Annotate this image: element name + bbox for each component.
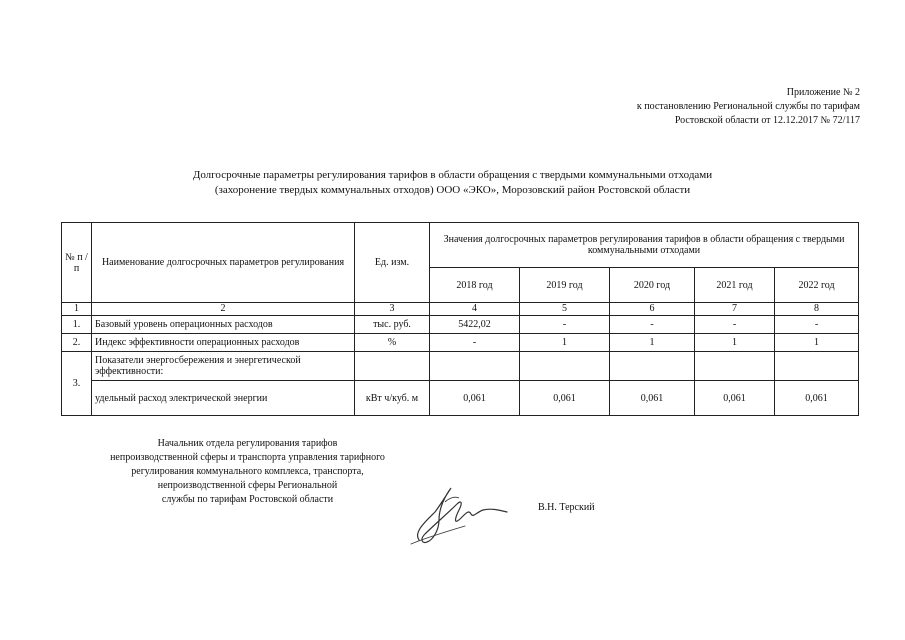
column-number: 4 (430, 303, 520, 316)
row-unit: тыс. руб. (355, 316, 430, 334)
row-value: 0,061 (520, 381, 610, 416)
row-value: 0,061 (430, 381, 520, 416)
row-value: 0,061 (695, 381, 775, 416)
header-year: 2019 год (520, 268, 610, 303)
title-line-1: Долгосрочные параметры регулирования тарифов в области обращения с твердыми коммунальными отходами (192, 169, 713, 181)
row-value (695, 352, 775, 381)
column-number: 5 (520, 303, 610, 316)
row-unit: % (355, 334, 430, 352)
position-line: непроизводственной сферы Региональной (157, 480, 338, 491)
table-row (62, 316, 859, 334)
position-line: непроизводственной сферы и транспорта управления тарифного (110, 452, 385, 463)
row-value (430, 352, 520, 381)
column-number: 6 (610, 303, 695, 316)
position-line: службы по тарифам Ростовской области (161, 494, 334, 505)
appendix-header (637, 86, 860, 128)
row-value: - (775, 316, 859, 334)
row-unit: кВт ч/куб. м (355, 381, 430, 416)
row-name: удельный расход электрической энергии (92, 381, 355, 416)
header-unit: Ед. изм. (355, 223, 430, 303)
row-value: 1 (610, 334, 695, 352)
handwritten-signature (405, 482, 515, 552)
position-line: Начальник отдела регулирования тарифов (157, 438, 338, 449)
row-name: Показатели энергосбережения и энергетической эффективности: (92, 352, 355, 381)
row-value (775, 352, 859, 381)
position-line: регулирования коммунального комплекса, транспорта, (131, 466, 364, 477)
header-year: 2018 год (430, 268, 520, 303)
column-number: 7 (695, 303, 775, 316)
column-number: 1 (62, 303, 92, 316)
row-name: Индекс эффективности операционных расходов (92, 334, 355, 352)
row-name: Базовый уровень операционных расходов (92, 316, 355, 334)
row-no: 2. (62, 334, 92, 352)
row-no: 1. (62, 316, 92, 334)
table-row (62, 352, 859, 381)
column-number: 2 (92, 303, 355, 316)
row-value: 5422,02 (430, 316, 520, 334)
appendix-number: Приложение № 2 (786, 87, 860, 98)
header-year: 2020 год (610, 268, 695, 303)
appendix-date: Ростовской области от 12.12.2017 № 72/117 (674, 115, 860, 126)
row-value: 1 (520, 334, 610, 352)
row-value: 0,061 (775, 381, 859, 416)
header-name: Наименование долгосрочных параметров регулирования (92, 223, 355, 303)
column-numbers-row (62, 303, 859, 316)
document-title (0, 168, 905, 198)
column-number: 8 (775, 303, 859, 316)
row-value (520, 352, 610, 381)
row-no: 3. (62, 352, 92, 416)
appendix-resolution: к постановлению Региональной службы по тарифам (636, 101, 860, 112)
row-value: 0,061 (610, 381, 695, 416)
table-row (62, 334, 859, 352)
row-value: - (610, 316, 695, 334)
row-value: - (520, 316, 610, 334)
column-number: 3 (355, 303, 430, 316)
header-values-group: Значения долгосрочных параметров регулирования тарифов в области обращения с твердыми коммунальными отходами (430, 223, 859, 268)
table-row (62, 381, 859, 416)
header-year: 2022 год (775, 268, 859, 303)
header-no: № п /п (62, 223, 92, 303)
signatory-position (75, 437, 420, 507)
header-year: 2021 год (695, 268, 775, 303)
row-unit (355, 352, 430, 381)
row-value: - (695, 316, 775, 334)
row-value (610, 352, 695, 381)
row-value: - (430, 334, 520, 352)
title-line-2: (захоронение твердых коммунальных отходов) ООО «ЭКО», Морозовский район Ростовской области (214, 184, 691, 196)
signatory-name: В.Н. Терский (538, 502, 595, 513)
parameters-table (61, 222, 859, 416)
row-value: 1 (695, 334, 775, 352)
row-value: 1 (775, 334, 859, 352)
